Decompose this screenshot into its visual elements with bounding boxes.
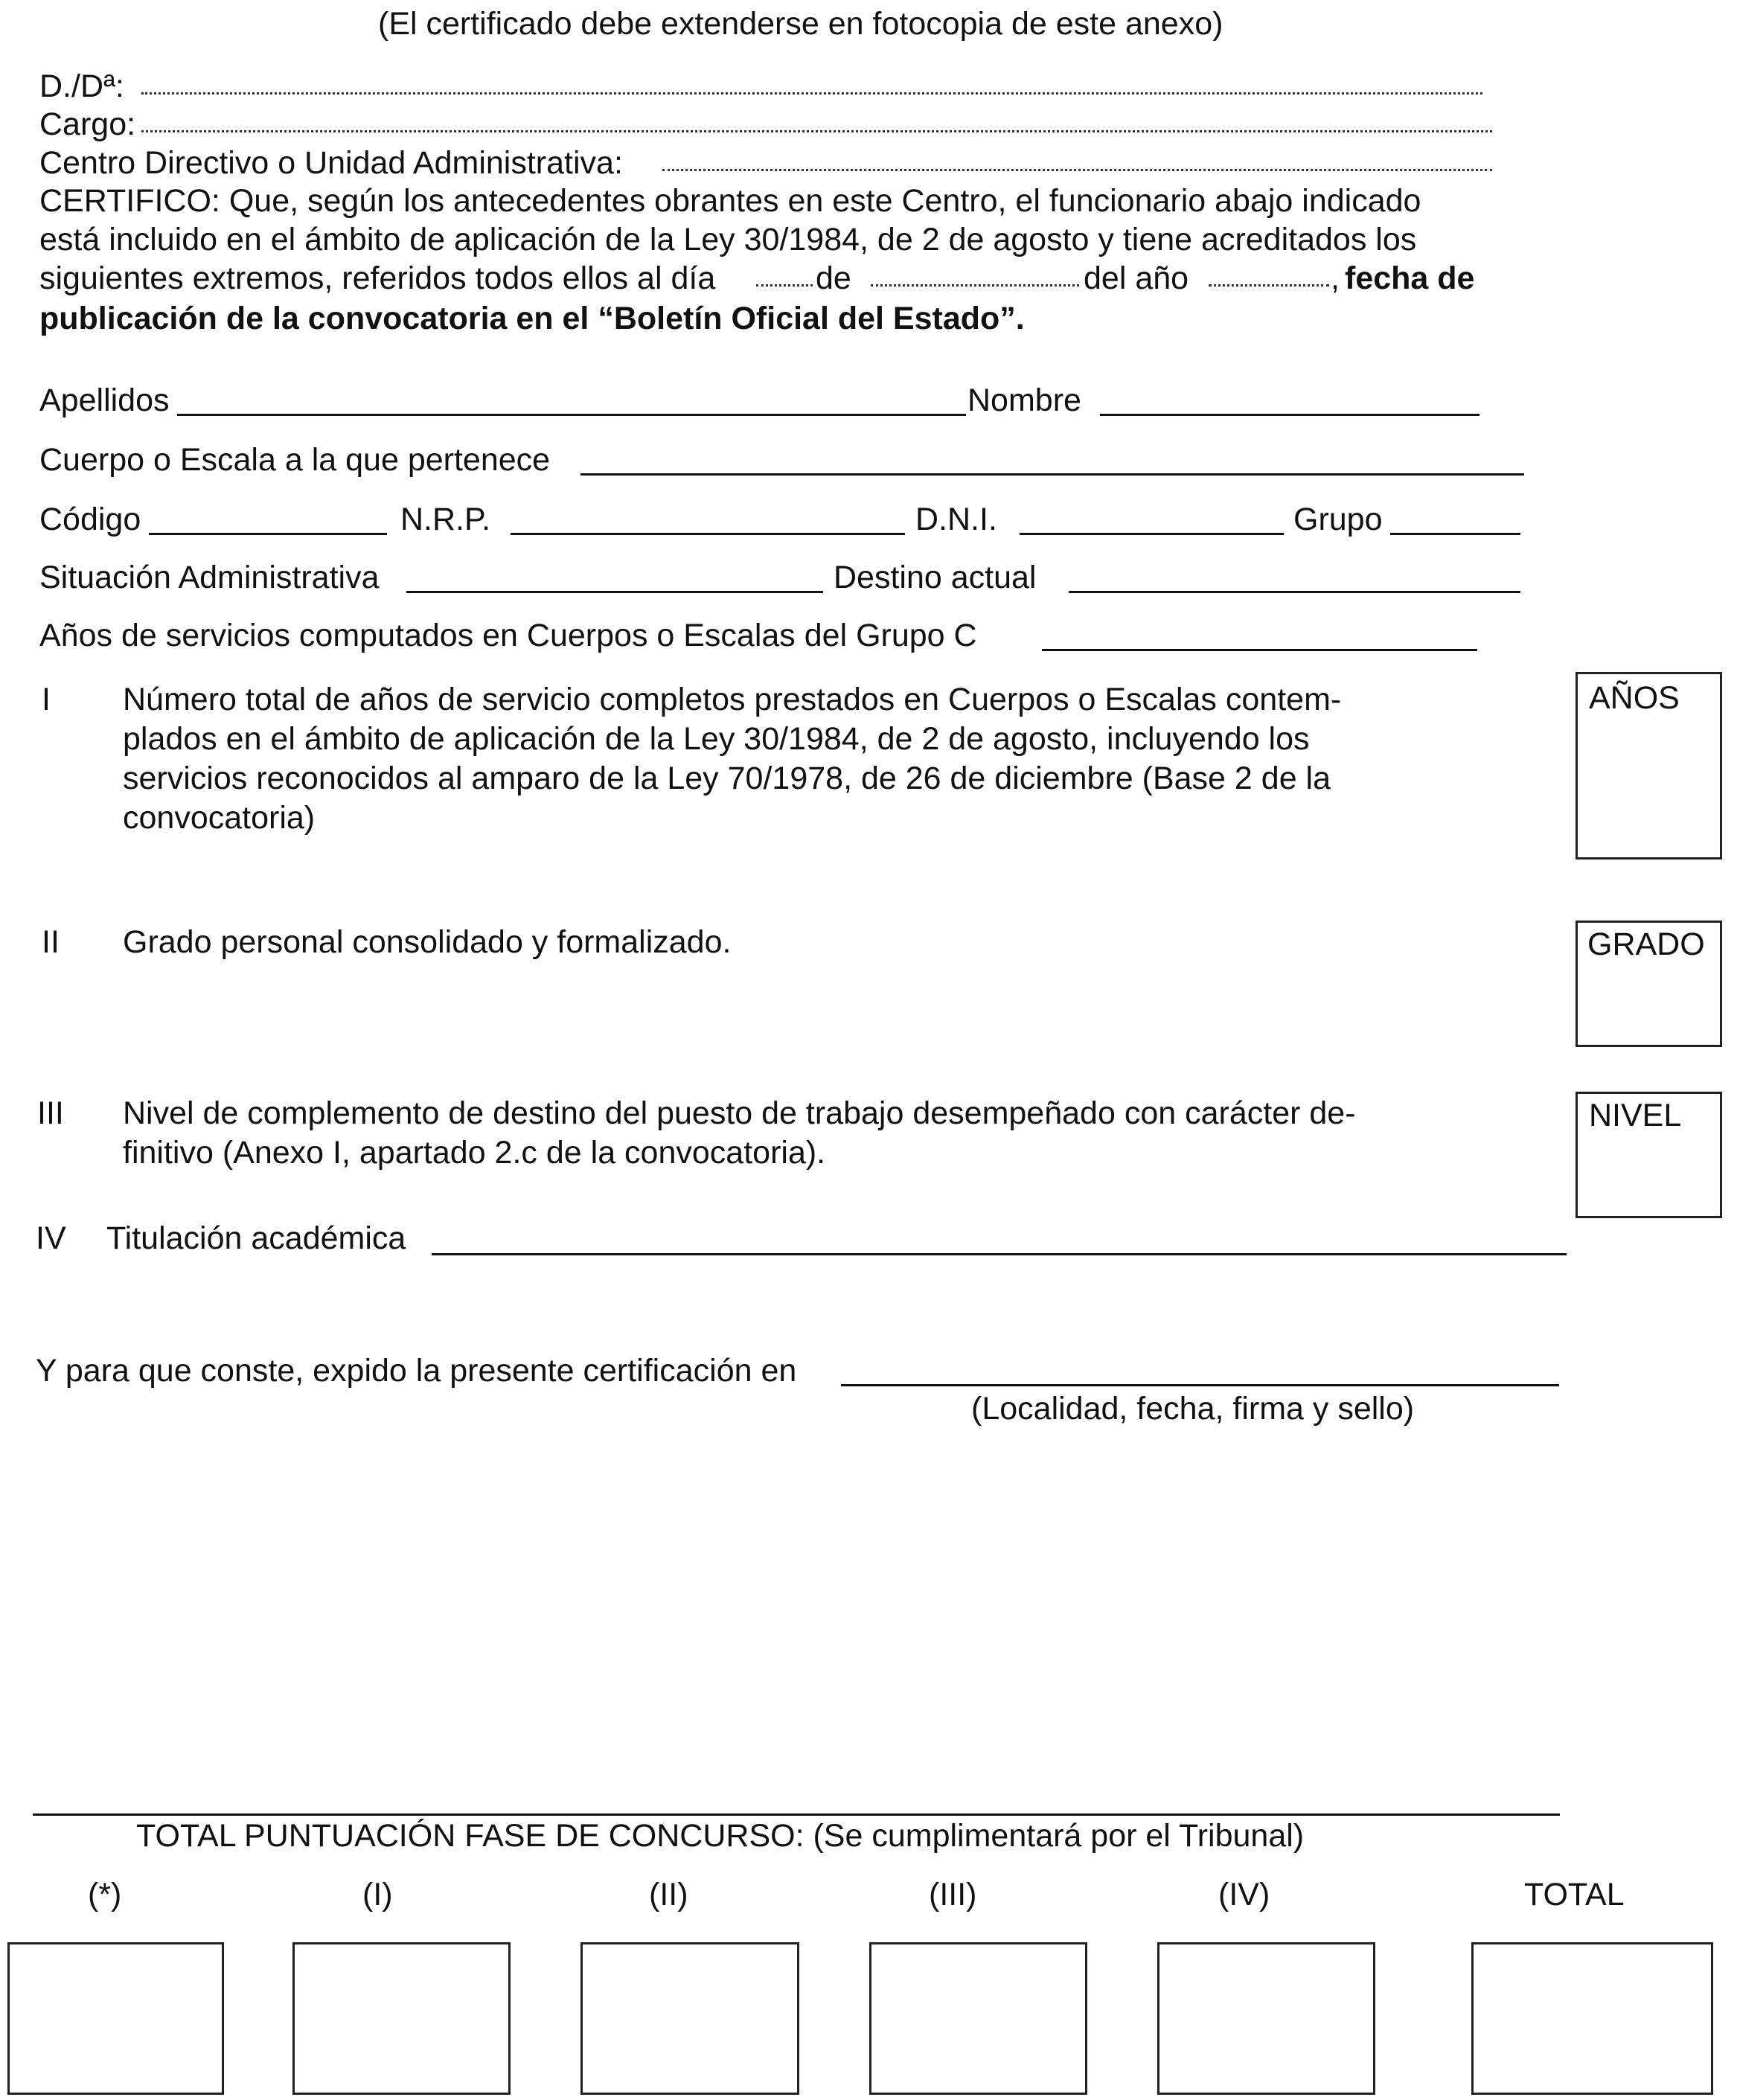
codigo-field[interactable] bbox=[149, 533, 387, 535]
situacion-field[interactable] bbox=[406, 591, 823, 593]
apellidos-field[interactable] bbox=[177, 414, 966, 416]
codigo-label: Código bbox=[39, 502, 141, 537]
score-box-ii[interactable] bbox=[580, 1942, 799, 2095]
score-col-ii: (II) bbox=[649, 1877, 688, 1912]
score-box-iii[interactable] bbox=[869, 1942, 1087, 2095]
score-box-total[interactable] bbox=[1471, 1942, 1713, 2095]
expido-note: (Localidad, fecha, firma y sello) bbox=[971, 1391, 1415, 1427]
nivel-box-label: NIVEL bbox=[1589, 1098, 1682, 1133]
header-note: (El certificado debe extenderse en fotocopia de este anexo) bbox=[378, 6, 1223, 42]
item-iv-number: IV bbox=[36, 1220, 66, 1256]
item-i-number: I bbox=[42, 682, 51, 717]
nombre-label: Nombre bbox=[967, 382, 1081, 418]
item-i-line-3: servicios reconocidos al amparo de la Ley 70/1978, de 26 de diciembre (Base 2 de la bbox=[123, 761, 1331, 796]
score-col-iii: (III) bbox=[929, 1877, 977, 1912]
item-iii-line-1: Nivel de complemento de destino del puesto de trabajo desempeñado con carácter de- bbox=[123, 1095, 1356, 1131]
score-box-star[interactable] bbox=[7, 1942, 224, 2095]
cargo-field[interactable] bbox=[141, 130, 1492, 132]
grupo-field[interactable] bbox=[1390, 533, 1520, 535]
score-col-iv: (IV) bbox=[1218, 1877, 1270, 1912]
total-heading: TOTAL PUNTUACIÓN FASE DE CONCURSO: (Se cumplimentará por el Tribunal) bbox=[136, 1818, 1305, 1854]
anos-box-label: AÑOS bbox=[1589, 680, 1680, 716]
nrp-label: N.R.P. bbox=[400, 502, 491, 537]
score-col-star: (*) bbox=[88, 1877, 122, 1912]
certifico-line-3b: de bbox=[816, 260, 851, 296]
expido-text: Y para que conste, expido la presente certificación en bbox=[36, 1353, 797, 1389]
cuerpo-field[interactable] bbox=[580, 473, 1524, 476]
anos-servicios-label: Años de servicios computados en Cuerpos o Escalas del Grupo C bbox=[39, 618, 977, 653]
score-col-total: TOTAL bbox=[1524, 1877, 1625, 1912]
total-divider bbox=[33, 1814, 1560, 1816]
dni-label: D.N.I. bbox=[915, 502, 997, 537]
item-iv-label: Titulación académica bbox=[106, 1220, 406, 1256]
item-ii-line-1: Grado personal consolidado y formalizado. bbox=[123, 924, 732, 960]
destino-field[interactable] bbox=[1069, 591, 1520, 593]
dni-field[interactable] bbox=[1020, 533, 1284, 535]
score-box-i[interactable] bbox=[292, 1942, 511, 2095]
certifico-line-3d: , bbox=[1331, 260, 1340, 296]
grado-box-label: GRADO bbox=[1587, 926, 1705, 962]
cargo-label: Cargo: bbox=[39, 106, 136, 142]
item-i-line-4: convocatoria) bbox=[123, 800, 316, 836]
certifico-line-1: CERTIFICO: Que, según los antecedentes obrantes en este Centro, el funcionario abajo indicado bbox=[39, 183, 1421, 219]
certifico-line-3-bold: fecha de bbox=[1345, 260, 1475, 296]
cuerpo-label: Cuerpo o Escala a la que pertenece bbox=[39, 442, 551, 478]
nombre-field[interactable] bbox=[1100, 414, 1480, 416]
certifico-line-3a: siguientes extremos, referidos todos ellos al día bbox=[39, 260, 716, 296]
certifico-line-3c: del año bbox=[1084, 260, 1189, 296]
mes-field[interactable] bbox=[871, 284, 1079, 286]
titulacion-field[interactable] bbox=[432, 1253, 1567, 1255]
centro-field[interactable] bbox=[662, 169, 1492, 171]
centro-label: Centro Directivo o Unidad Administrativa: bbox=[39, 145, 623, 181]
item-i-line-2: plados en el ámbito de aplicación de la Ley 30/1984, de 2 de agosto, incluyendo los bbox=[123, 721, 1310, 757]
dd-field[interactable] bbox=[141, 92, 1482, 95]
certifico-line-4-bold: publicación de la convocatoria en el “Boletín Oficial del Estado”. bbox=[39, 301, 1025, 336]
grupo-label: Grupo bbox=[1293, 502, 1383, 537]
item-iii-line-2: finitivo (Anexo I, apartado 2.c de la convocatoria). bbox=[123, 1135, 826, 1171]
score-box-iv[interactable] bbox=[1157, 1942, 1375, 2095]
dia-field[interactable] bbox=[756, 284, 813, 286]
situacion-label: Situación Administrativa bbox=[39, 560, 380, 595]
anos-servicios-field[interactable] bbox=[1042, 649, 1477, 651]
destino-label: Destino actual bbox=[834, 560, 1037, 595]
dd-label: D./Dª: bbox=[39, 68, 124, 104]
ano-field[interactable] bbox=[1209, 284, 1329, 286]
score-col-i: (I) bbox=[362, 1877, 393, 1912]
certifico-line-2: está incluido en el ámbito de aplicación de la Ley 30/1984, de 2 de agosto y tiene acreditados los bbox=[39, 222, 1417, 257]
nrp-field[interactable] bbox=[511, 533, 905, 535]
expido-field[interactable] bbox=[841, 1384, 1559, 1386]
item-iii-number: III bbox=[37, 1095, 64, 1131]
apellidos-label: Apellidos bbox=[39, 382, 170, 418]
item-ii-number: II bbox=[42, 924, 60, 960]
item-i-line-1: Número total de años de servicio completos prestados en Cuerpos o Escalas contem- bbox=[123, 682, 1342, 717]
